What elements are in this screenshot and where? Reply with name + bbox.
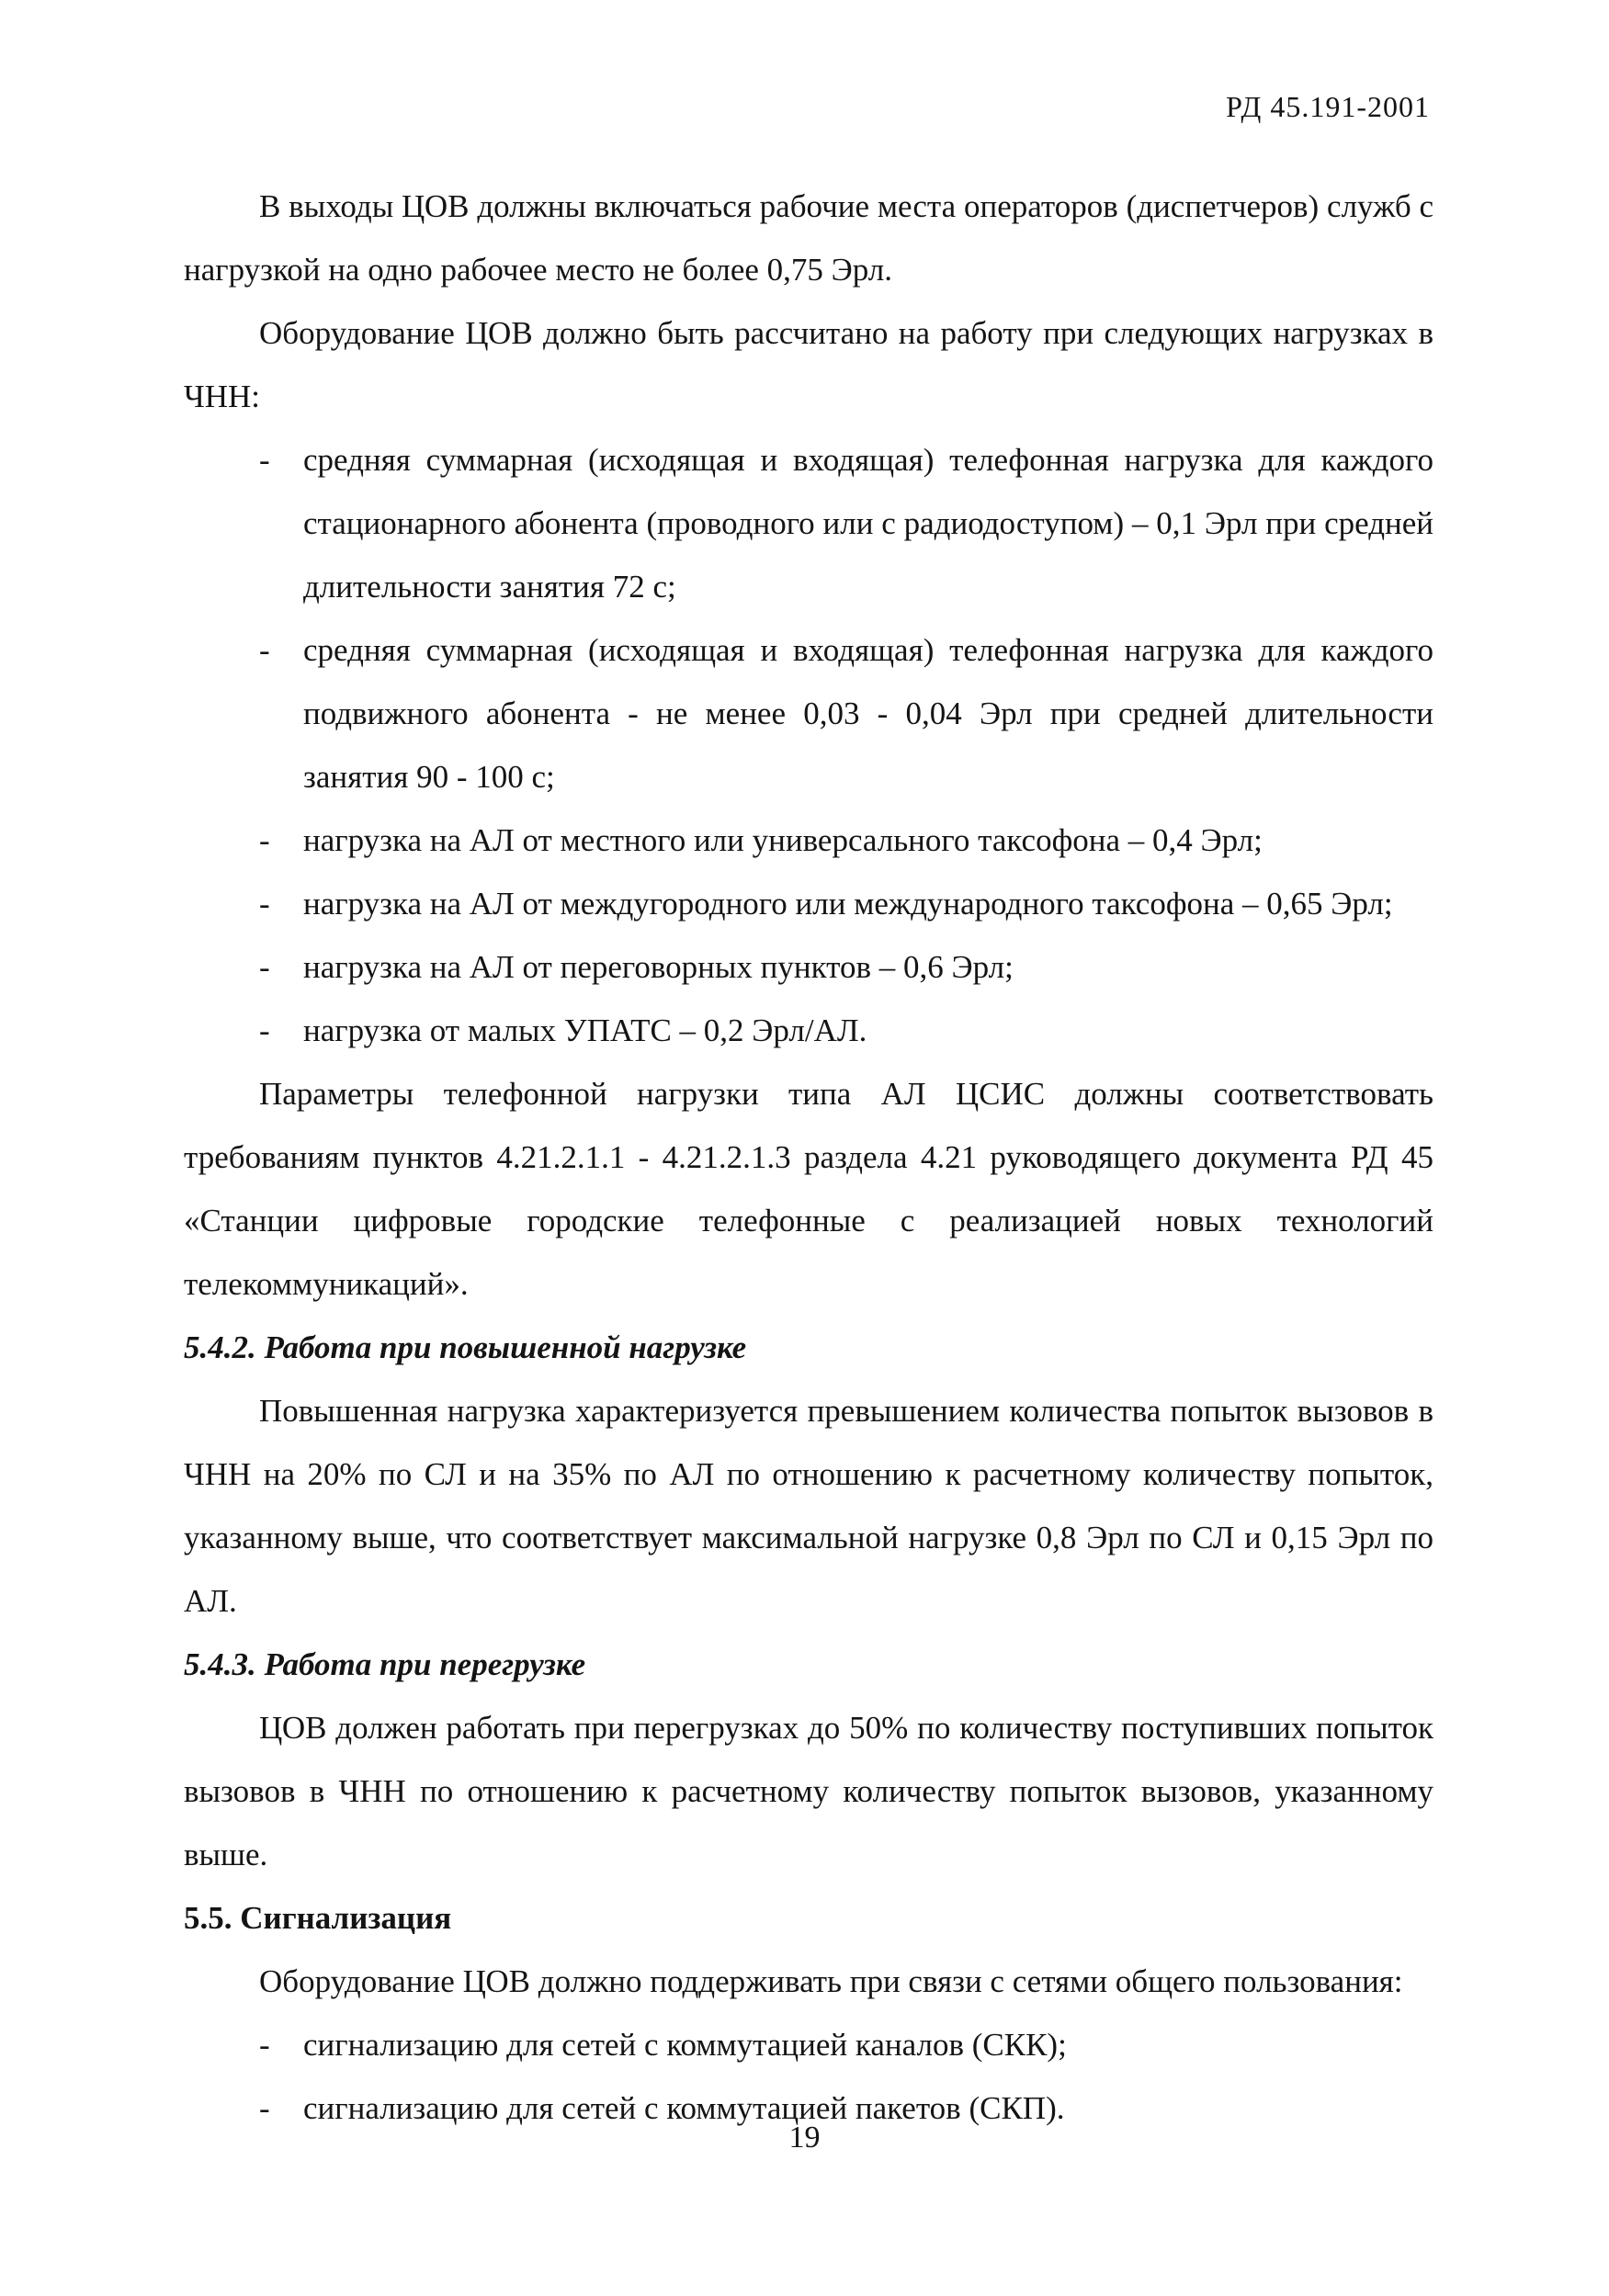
list-item: - сигнализацию для сетей с коммутацией каналов (СКК); bbox=[184, 2013, 1433, 2076]
paragraph-isdn-parameters: Параметры телефонной нагрузки типа АЛ ЦСИС должны соответствовать требованиям пунктов 4.21.2.1.1 - 4.21.2.1.3 раздела 4.21 руководящего документа РД 45 «Станции цифровые городские телефонные с реализацией новых технологий телекоммуникаций». bbox=[184, 1076, 1433, 1302]
list-item: - нагрузка на АЛ от междугородного или международного таксофона – 0,65 Эрл; bbox=[184, 872, 1433, 935]
list-item: - нагрузка на АЛ от местного или универсального таксофона – 0,4 Эрл; bbox=[184, 809, 1433, 872]
page-number: 19 bbox=[788, 2121, 821, 2155]
list-item: - средняя суммарная (исходящая и входящая) телефонная нагрузка для каждого подвижного абонента - не менее 0,03 - 0,04 Эрл при средней длительности занятия 90 - 100 с; bbox=[184, 618, 1433, 809]
list-item: - средняя суммарная (исходящая и входящая) телефонная нагрузка для каждого стационарного абонента (проводного или с радиодоступом) – 0,1 Эрл при средней длительности занятия 72 с; bbox=[184, 428, 1433, 618]
list-item: - нагрузка на АЛ от переговорных пунктов – 0,6 Эрл; bbox=[184, 935, 1433, 999]
paragraph-increased-load: Повышенная нагрузка характеризуется превышением количества попыток вызовов в ЧНН на 20% по СЛ и на 35% по АЛ по отношению к расчетному количеству попыток, указанному выше, что соответствует максимальной нагрузке 0,8 Эрл по СЛ и 0,15 Эрл по АЛ. bbox=[184, 1393, 1433, 1619]
section-heading-5-4-2: 5.4.2. Работа при повышенной нагрузке bbox=[184, 1329, 747, 1365]
paragraph-operator-workplaces: В выходы ЦОВ должны включаться рабочие места операторов (диспетчеров) служб с нагрузкой на одно рабочее место не более 0,75 Эрл. bbox=[184, 188, 1433, 288]
paragraph-equipment-loads-intro: Оборудование ЦОВ должно быть рассчитано на работу при следующих нагрузках в ЧНН: bbox=[184, 315, 1433, 414]
list-item: - сигнализацию для сетей с коммутацией пакетов (СКП). bbox=[184, 2076, 1433, 2140]
paragraph-signaling-intro: Оборудование ЦОВ должно поддерживать при связи с сетями общего пользования: bbox=[259, 1963, 1403, 1999]
page-body bbox=[184, 175, 1433, 2140]
document-code-header: РД 45.191-2001 bbox=[1226, 90, 1430, 123]
section-heading-5-5: 5.5. Сигнализация bbox=[184, 1900, 452, 1936]
load-list bbox=[184, 428, 1433, 1062]
list-item: - нагрузка от малых УПАТС – 0,2 Эрл/АЛ. bbox=[184, 999, 1433, 1062]
paragraph-overload: ЦОВ должен работать при перегрузках до 50% по количеству поступивших попыток вызовов в ЧНН по отношению к расчетному количеству попыток вызовов, указанному выше. bbox=[184, 1710, 1433, 1872]
section-heading-5-4-3: 5.4.3. Работа при перегрузке bbox=[184, 1646, 586, 1682]
